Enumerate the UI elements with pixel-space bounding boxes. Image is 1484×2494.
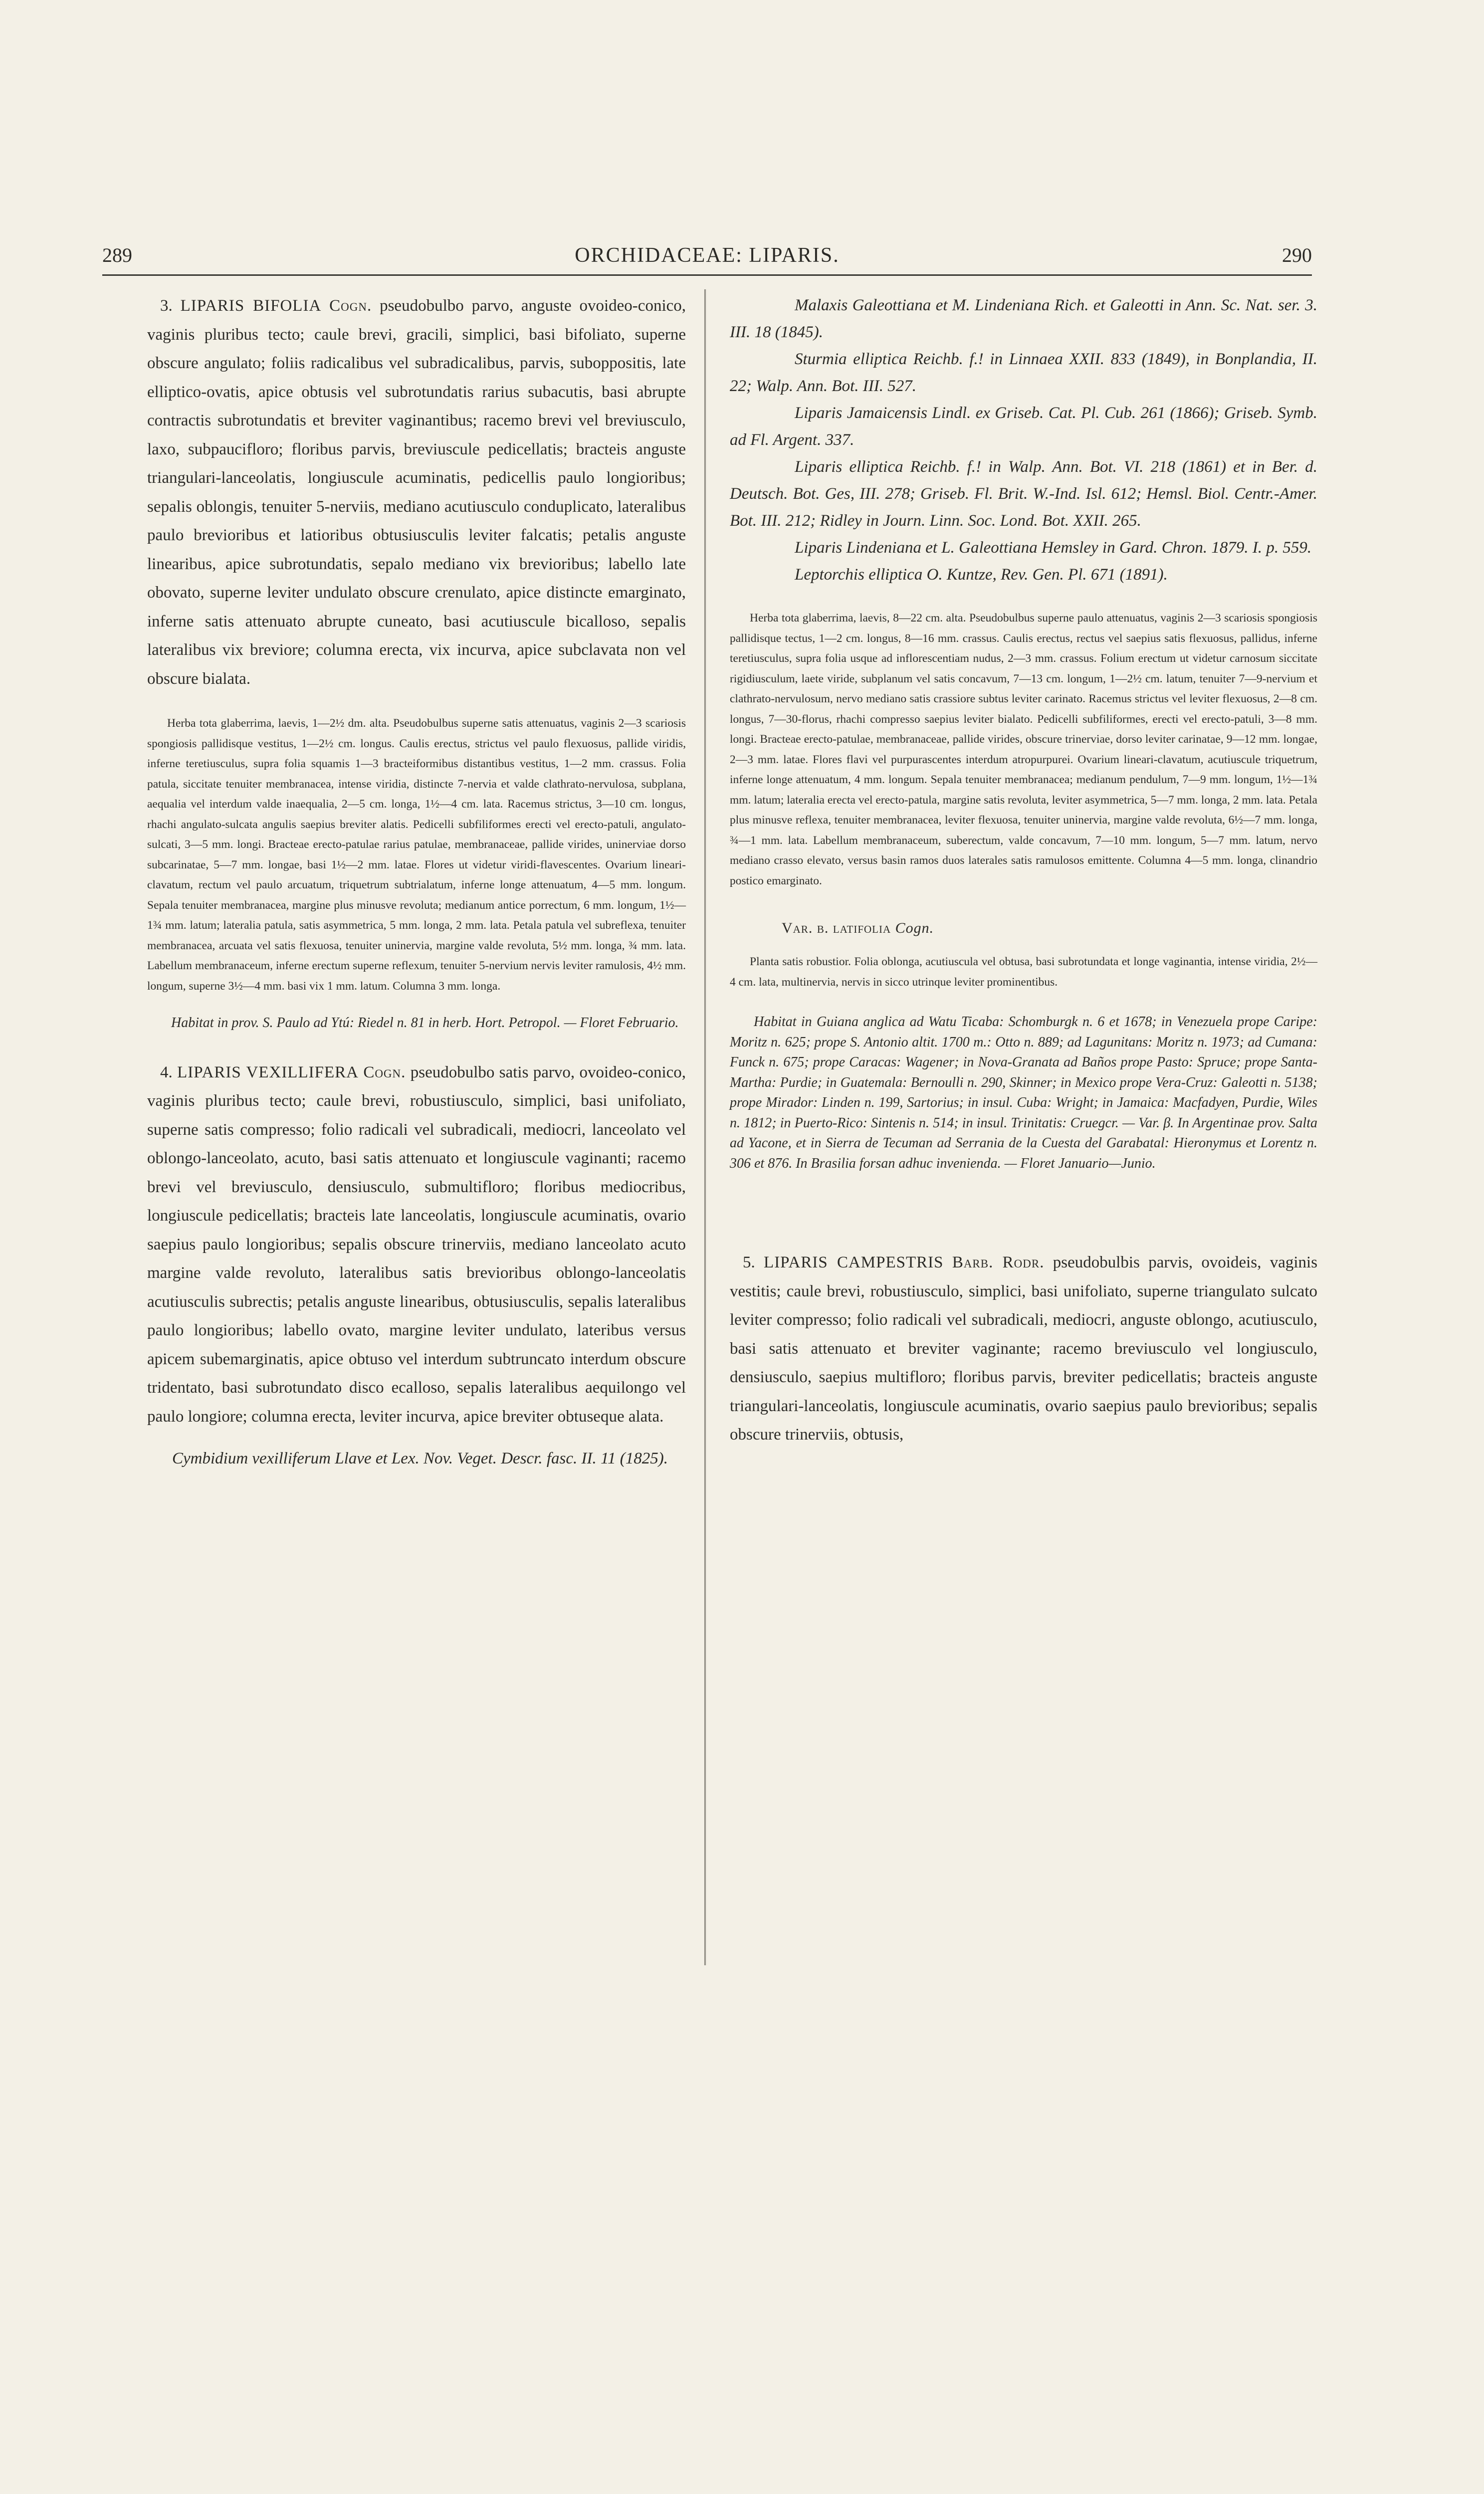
species-4-diagnosis <box>147 1058 686 1432</box>
variety-description: Planta satis robustior. Folia oblonga, acutiuscula vel obtusa, basi subrotundata et longe vaginantia, intense viridia, 2½—4 cm. lata, multinervia, nervis in sicco utrinque leviter prominentibus. <box>730 955 1317 989</box>
species-5-name: LIPARIS CAMPESTRIS <box>764 1253 944 1271</box>
synonymy-list <box>730 292 1317 588</box>
species-5-number: 5. <box>743 1253 755 1271</box>
species-4-description: Herba tota glaberrima, laevis, 8—22 cm. alta. Pseudobulbus superne paulo attenuatus, vaginis 2—3 scariosis spongiosis pallidisque tectus, 1—2 cm. longus, 8—16 mm. crassus. Caulis erectus, rectus vel saepius satis flexuosus, pallidus, inferne teretiusculus, supra folia usque ad inflorescentiam nudus, 2—3 mm. crassus. Folium erectum ut videtur carnosum siccitate rigidiusculum, laete viride, subplanum vel satis concavum, 7—13 cm. longum, 1—2½ cm. latum, tenuiter 7—9-nervium et clathrato-nervulosum, nervo mediano satis crassiore subtus leviter carinato. Racemus strictus vel leviter flexuosus, 2—8 cm. longus, 7—30-florus, rhachi compresso saepius leviter bialato. Pedicelli subfiliformes, erecti vel erecto-patuli, 3—8 mm. longi. Bracteae erecto-patulae, membranaceae, pallide virides, obscure trinerviae, dorso leviter carinatae, 9—12 mm. longae, 2—3 mm. latae. Flores flavi vel purpurascentes interdum atropurpurei. Ovarium lineari-clavatum, acutiuscule triquetrum, inferne longe attenuatum, 4 mm. longum. Sepala tenuiter membranacea; medianum pendulum, 7—9 mm. longum, 1½—1¾ mm. latum; lateralia erecta vel erecto-patula, margine satis revoluta, leviter asymmetrica, 5—7 mm. longa, 2 mm. lata. Petala plus minusve reflexa, tenuiter membranacea, leviter flexuosa, tenuiter uninervia, margine valde revoluta, 6½—7 mm. longa, ¾—1 mm. lata. Labellum membranaceum, suberectum, valde concavum, 7—10 mm. longum, 5—7 mm. latum, nervo mediano crasso elevato, versus basin ramos duos laterales satis ramulosos emittente. Columna 4—5 mm. longa, clinandrio postico emarginato. <box>730 612 1317 887</box>
variety-label: Var. β. latifolia <box>782 920 891 936</box>
species-3-number: 3. <box>160 297 173 315</box>
species-3-author: Cogn. <box>329 297 372 315</box>
species-5-author: Barb. Rodr. <box>952 1253 1045 1271</box>
page-header <box>102 243 1312 268</box>
species-3-habitat: Habitat in prov. S. Paulo ad Ytú: Riedel n. 81 in herb. Hort. Petropol. — Floret Februario. <box>171 1015 679 1031</box>
species-5-diagnosis <box>730 1248 1317 1450</box>
synonym-entry: Liparis Jamaicensis Lindl. ex Griseb. Cat. Pl. Cub. 261 (1866); Griseb. Symb. ad Fl. Argent. 337. <box>730 404 1317 449</box>
left-column <box>147 292 686 1472</box>
synonym-entry: Sturmia elliptica Reichb. f.! in Linnaea XXII. 833 (1849), in Bonplandia, II. 22; Walp. Ann. Bot. III. 527. <box>730 350 1317 395</box>
synonym-entry: Malaxis Galeottiana et M. Lindeniana Rich. et Galeotti in Ann. Sc. Nat. ser. 3. III. 18 (1845). <box>730 296 1317 341</box>
species-3-description: Herba tota glaberrima, laevis, 1—2½ dm. alta. Pseudobulbus superne satis attenuatus, vaginis 2—3 scariosis spongiosis pallidisque vestitus, 1—2½ cm. longus. Caulis erectus, strictus vel paulo flexuosus, pallide viridis, inferne teretiusculus, supra folia squamis 1—3 bracteiformibus distantibus vestitus, 1—2 mm. crassus. Folia patula, siccitate tenuiter membranacea, intense viridia, distincte 7-nervia et valde clathrato-nervulosa, subplana, aequalia vel interdum valde inaequalia, 2—5 cm. longa, 1½—4 cm. lata. Racemus strictus, 3—10 cm. longus, rhachi angulato-sulcata angulis saepius breviter alatis. Pedicelli subfiliformes erecti vel erecto-patuli, angulato-sulcati, 3—5 mm. longi. Bracteae erecto-patulae rarius patulae, membranaceae, pallide virides, uninerviae dorso subcarinatae, 5—7 mm. longae, basi 1½—2 mm. latae. Flores ut videtur viridi-flavescentes. Ovarium lineari-clavatum, rectum vel paulo arcuatum, triquetrum subtrialatum, inferne longe attenuatum, 4—5 mm. longum. Sepala tenuiter membranacea, margine plus minusve revoluta; medianum antice porrectum, 6 mm. longum, 1½—1¾ mm. latum; lateralia patula, satis asymmetrica, 5 mm. longa, 2 mm. lata. Petala patula vel subreflexa, tenuiter membranacea, arcuata vel satis flexuosa, tenuiter uninervia, margine valde revoluta, 5½ mm. longa, ¾ mm. lata. Labellum membranaceum, inferne erectum superne reflexum, tenuiter 5-nervium nervis leviter ramulosis, 4½ mm. longum, superne 3½—4 mm. basi vix 1 mm. latum. Columna 3 mm. longa. <box>147 717 686 993</box>
header-rule <box>102 274 1312 276</box>
synonym-entry: Leptorchis elliptica O. Kuntze, Rev. Gen. Pl. 671 (1891). <box>795 566 1168 584</box>
variety-author: Cogn. <box>895 920 934 936</box>
running-title: ORCHIDACEAE: LIPARIS. <box>575 244 840 267</box>
species-3-name: LIPARIS BIFOLIA <box>180 297 322 315</box>
species-3-diagnosis <box>147 292 686 693</box>
species-4-synonym: Cymbidium vexilliferum Llave et Lex. Nov. Veget. Descr. fasc. II. 11 (1825). <box>172 1450 668 1467</box>
synonym-entry: Liparis Lindeniana et L. Galeottiana Hemsley in Gard. Chron. 1879. I. p. 559. <box>795 539 1312 557</box>
species-4-name: LIPARIS VEXILLIFERA <box>177 1063 359 1081</box>
species-3-text: pseudobulbo parvo, anguste ovoideo-conico, vaginis pluribus tecto; caule brevi, gracili, simplici, basi bifoliato, superne obscure angulato; foliis radicalibus vel subradicalibus, parvis, suboppositis, late elliptico-ovatis, apice obtusis vel subrotundatis rarius subacutis, basi abrupte contractis subrotundatis et breviter vaginantibus; racemo brevi vel breviusculo, laxo, subpaucifloro; floribus parvis, breviuscule pedicellatis; bracteis anguste triangulari-lanceolatis, longiuscule acuminatis, pedicellis paulo longioribus; sepalis oblongis, tenuiter 5-nerviis, mediano acutiusculo conduplicato, lateralibus paulo brevioribus et latioribus obtusiusculis leviter falcatis; petalis anguste linearibus, apice subrotundatis, sepalo mediano vix brevioribus; labello late obovato, superne leviter undulato obscure crenulato, apice distincte emarginato, inferne satis attenuato abrupte cuneato, basi acutiuscule bicalloso, sepalis lateralibus vix breviore; columna erecta, vix incurva, apice subclavata non vel obscure bialata. <box>147 297 686 688</box>
species-5-text: pseudobulbis parvis, ovoideis, vaginis vestitis; caule brevi, robustiusculo, simplici, basi unifoliato, superne triangulato sulcato leviter compresso; folio radicali vel subradicali, mediocri, anguste oblongo, acutiusculo, basi satis attenuato et breviter vaginante; racemo breviusculo vel longiusculo, densiusculo, saepius multifloro; floribus parvis, breviter pedicellatis; bracteis anguste triangulari-lanceolatis, longiuscule acuminatis, ovario saepius paulo brevioribus; sepalis obscure trinerviis, obtusis, <box>730 1253 1318 1444</box>
species-4-text: pseudobulbo satis parvo, ovoideo-conico, vaginis pluribus tecto; caule brevi, robustiusculo, simplici, basi unifoliato, superne satis compresso; folio radicali vel subradicali, mediocri, lanceolato vel oblongo-lanceolato, acuto, basi satis attenuato et longiuscule vaginanti; racemo brevi vel breviusculo, densiusculo, submultifloro; floribus mediocribus, longiuscule pedicellatis; bracteis late lanceolatis, longiuscule acuminatis, ovario saepius paulo longioribus; sepalis obscure trinerviis, mediano lanceolato acuto margine valde revoluto, lateralibus satis brevioribus oblongo-lanceolatis acutiusculis subrectis; petalis anguste linearibus, obtusiusculis, sepalis lateralibus paulo longioribus; labello ovato, margine leviter undulato, lateribus versus apicem subemarginatis, apice obtuso vel interdum subtruncato interdum obscure tridentato, basi subrotundato disco ecalloso, sepalis lateralibus aequilongo vel paulo longiore; columna erecta, leviter incurva, apice breviter obtuseque alata. <box>147 1063 686 1426</box>
page-number-left: 289 <box>102 244 132 266</box>
column-divider <box>704 289 706 1965</box>
species-4-author: Cogn. <box>363 1063 406 1081</box>
variety-heading <box>782 920 1317 937</box>
right-column <box>730 292 1317 1450</box>
synonym-entry: Liparis elliptica Reichb. f.! in Walp. Ann. Bot. VI. 218 (1861) et in Ber. d. Deutsch. Bot. Ges, III. 278; Griseb. Fl. Brit. W.-Ind. Isl. 612; Hemsl. Biol. Centr.-Amer. Bot. III. 212; Ridley in Journ. Linn. Soc. Lond. Bot. XXII. 265. <box>730 458 1317 530</box>
page-number-right: 290 <box>1282 244 1312 266</box>
species-4-habitat: Habitat in Guiana anglica ad Watu Ticaba: Schomburgk n. 6 et 1678; in Venezuela prope Caripe: Moritz n. 625; prope S. Antonio altit. 1700 m.: Otto n. 889; ad Lagunitans: Moritz n. 1973; ad Cumana: Funck n. 675; prope Caracas: Wagener; in Nova-Granata ad Baños prope Pasto: Spruce; prope Santa-Martha: Purdie; in Guatemala: Bernoulli n. 290, Skinner; in Mexico prope Vera-Cruz: Galeotti n. 5138; prope Mirador: Linden n. 199, Sartorius; in insul. Cuba: Wright; in Jamaica: Macfadyen, Purdie, Wiles n. 1812; in Puerto-Rico: Sintenis n. 514; in insul. Trinitatis: Cruegcr. — Var. β. In Argentinae prov. Salta ad Yacone, et in Sierra de Tecuman ad Serrania de la Cuesta del Garabatal: Hieronymus et Lorentz n. 306 et 876. In Brasilia forsan adhuc invenienda. — Floret Januario—Junio. <box>730 1014 1317 1171</box>
species-4-number: 4. <box>160 1063 173 1081</box>
